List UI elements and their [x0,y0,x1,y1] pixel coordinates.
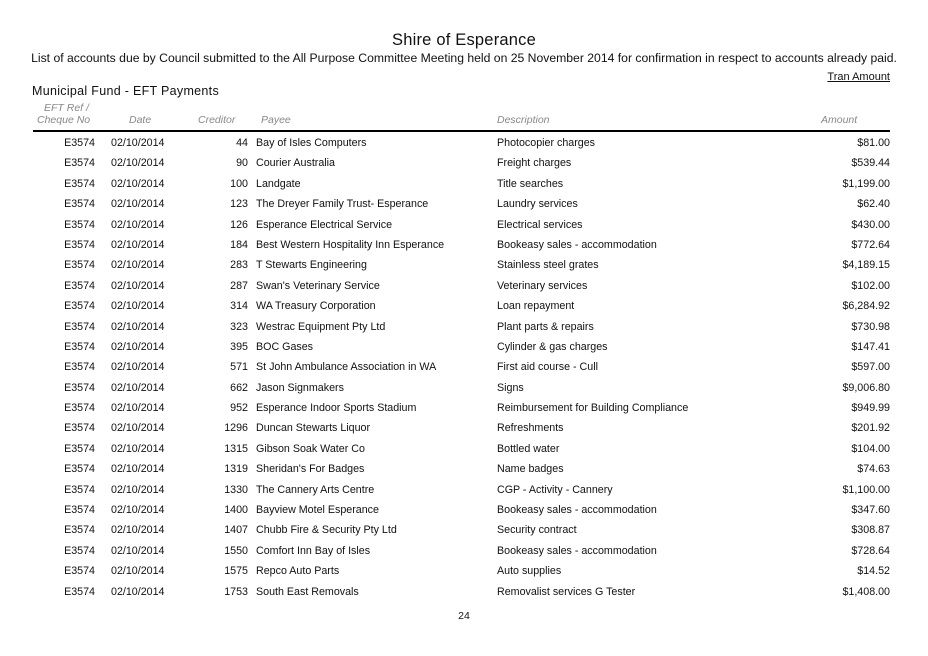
cell-payee: Chubb Fire & Security Pty Ltd [256,524,397,537]
cell-payee: WA Treasury Corporation [256,300,376,313]
cell-description: Stainless steel grates [497,259,599,272]
cell-payee: The Dreyer Family Trust- Esperance [256,198,429,211]
cell-creditor: 1319 [224,463,248,476]
table-row [0,581,928,601]
cell-creditor: 571 [230,361,248,374]
cell-eft-ref: E3574 [64,259,95,272]
header-eft-ref: EFT Ref / [44,102,89,114]
table-row [0,479,928,499]
cell-eft-ref: E3574 [64,157,95,170]
cell-creditor: 1753 [224,585,248,598]
table-row [0,193,928,213]
cell-description: Bottled water [497,442,560,455]
cell-payee: Landgate [256,177,301,190]
cell-creditor: 1296 [224,422,248,435]
page-number: 24 [458,610,470,622]
cell-description: Freight charges [497,157,572,170]
cell-amount: $14.52 [857,565,890,578]
table-row [0,397,928,417]
cell-amount: $347.60 [851,504,890,517]
document-subtitle: List of accounts due by Council submitted to the All Purpose Committee Meeting held on 25 November 2014 for confirmation in respect to accounts already paid. [31,51,897,65]
cell-date: 02/10/2014 [111,585,165,598]
header-date: Date [129,114,152,126]
cell-date: 02/10/2014 [111,198,165,211]
cell-payee: BOC Gases [256,340,314,353]
cell-eft-ref: E3574 [64,463,95,476]
cell-description: Title searches [497,177,564,190]
cell-description: Auto supplies [497,565,562,578]
cell-description: Bookeasy sales - accommodation [497,504,657,517]
table-row [0,458,928,478]
cell-eft-ref: E3574 [64,137,95,149]
cell-amount: $772.64 [851,238,890,251]
table-row [0,234,928,254]
cell-amount: $102.00 [851,279,890,292]
cell-date: 02/10/2014 [111,504,165,517]
cell-amount: $147.41 [851,340,890,353]
cell-creditor: 1550 [224,544,248,557]
cell-description: Laundry services [497,198,578,211]
cell-description: Bookeasy sales - accommodation [497,544,657,557]
cell-creditor: 952 [230,402,248,415]
cell-payee: Courier Australia [256,157,336,170]
cell-payee: Gibson Soak Water Co [256,442,365,455]
cell-date: 02/10/2014 [111,259,165,272]
table-row [0,519,928,539]
cell-date: 02/10/2014 [111,422,165,435]
cell-creditor: 1575 [224,565,248,578]
tran-amount-label: Tran Amount [827,71,890,83]
document-title: Shire of Esperance [392,31,536,49]
cell-date: 02/10/2014 [111,565,165,578]
cell-eft-ref: E3574 [64,565,95,578]
cell-payee: Esperance Indoor Sports Stadium [256,402,417,415]
table-row [0,254,928,274]
table-row [0,275,928,295]
cell-description: First aid course - Cull [497,361,598,374]
cell-creditor: 283 [230,259,248,272]
cell-date: 02/10/2014 [111,442,165,455]
cell-amount: $949.99 [851,402,890,415]
cell-eft-ref: E3574 [64,381,95,394]
cell-amount: $730.98 [851,320,890,333]
cell-description: Security contract [497,524,577,537]
cell-date: 02/10/2014 [111,361,165,374]
cell-amount: $1,199.00 [842,177,890,190]
cell-description: Removalist services G Tester [497,585,636,598]
cell-date: 02/10/2014 [111,381,165,394]
cell-amount: $4,189.15 [842,259,890,272]
table-row [0,540,928,560]
cell-eft-ref: E3574 [64,238,95,251]
cell-creditor: 184 [230,238,248,251]
table-row [0,438,928,458]
section-title: Municipal Fund - EFT Payments [32,84,220,98]
cell-payee: Sheridan's For Badges [256,463,365,476]
cell-creditor: 1315 [224,442,248,455]
cell-date: 02/10/2014 [111,238,165,251]
cell-amount: $62.40 [857,198,890,211]
cell-description: Photocopier charges [497,137,596,149]
cell-date: 02/10/2014 [111,320,165,333]
cell-amount: $539.44 [851,157,890,170]
table-row [0,132,928,152]
cell-description: Bookeasy sales - accommodation [497,238,657,251]
cell-eft-ref: E3574 [64,218,95,231]
cell-creditor: 90 [236,157,248,170]
cell-eft-ref: E3574 [64,340,95,353]
cell-creditor: 1400 [224,504,248,517]
cell-date: 02/10/2014 [111,177,165,190]
cell-date: 02/10/2014 [111,544,165,557]
cell-creditor: 100 [230,177,248,190]
cell-amount: $308.87 [851,524,890,537]
cell-date: 02/10/2014 [111,524,165,537]
cell-payee: Jason Signmakers [256,381,344,394]
cell-payee: Bayview Motel Esperance [256,504,379,517]
cell-amount: $430.00 [851,218,890,231]
cell-description: Cylinder & gas charges [497,340,608,353]
cell-payee: Repco Auto Parts [256,565,340,578]
cell-eft-ref: E3574 [64,483,95,496]
cell-description: CGP - Activity - Cannery [497,483,613,496]
cell-eft-ref: E3574 [64,544,95,557]
cell-date: 02/10/2014 [111,218,165,231]
table-row [0,316,928,336]
cell-payee: T Stewarts Engineering [256,259,367,272]
table-row [0,356,928,376]
cell-creditor: 287 [230,279,248,292]
table-row [0,377,928,397]
cell-description: Name badges [497,463,564,476]
cell-date: 02/10/2014 [111,137,165,149]
cell-creditor: 662 [230,381,248,394]
cell-eft-ref: E3574 [64,402,95,415]
table-row [0,336,928,356]
table-row [0,173,928,193]
cell-eft-ref: E3574 [64,198,95,211]
cell-payee: Bay of Isles Computers [256,137,367,149]
cell-date: 02/10/2014 [111,340,165,353]
cell-creditor: 123 [230,198,248,211]
cell-amount: $9,006.80 [842,381,890,394]
cell-eft-ref: E3574 [64,422,95,435]
cell-date: 02/10/2014 [111,300,165,313]
table-row [0,417,928,437]
table-row [0,152,928,172]
cell-description: Reimbursement for Building Compliance [497,402,689,415]
header-description: Description [497,114,550,126]
cell-date: 02/10/2014 [111,463,165,476]
header-amount: Amount [821,114,858,126]
cell-payee: Duncan Stewarts Liquor [256,422,371,435]
cell-eft-ref: E3574 [64,585,95,598]
cell-amount: $728.64 [851,544,890,557]
cell-description: Veterinary services [497,279,588,292]
cell-description: Loan repayment [497,300,575,313]
cell-creditor: 126 [230,218,248,231]
cell-description: Signs [497,381,524,394]
payments-table [0,132,928,601]
cell-eft-ref: E3574 [64,177,95,190]
cell-amount: $74.63 [857,463,890,476]
cell-amount: $6,284.92 [842,300,890,313]
cell-eft-ref: E3574 [64,300,95,313]
header-cheque-no: Cheque No [37,114,91,126]
cell-amount: $1,408.00 [842,585,890,598]
header-payee: Payee [261,114,291,126]
cell-payee: Comfort Inn Bay of Isles [256,544,371,557]
cell-payee: Best Western Hospitality Inn Esperance [256,238,445,251]
table-row [0,295,928,315]
cell-description: Refreshments [497,422,564,435]
cell-date: 02/10/2014 [111,279,165,292]
cell-creditor: 323 [230,320,248,333]
cell-description: Plant parts & repairs [497,320,594,333]
table-row [0,499,928,519]
cell-creditor: 314 [230,300,248,313]
cell-payee: Esperance Electrical Service [256,218,393,231]
cell-eft-ref: E3574 [64,504,95,517]
cell-eft-ref: E3574 [64,442,95,455]
cell-amount: $104.00 [851,442,890,455]
cell-amount: $81.00 [857,137,890,149]
cell-eft-ref: E3574 [64,524,95,537]
cell-payee: The Cannery Arts Centre [256,483,375,496]
cell-amount: $1,100.00 [842,483,890,496]
cell-creditor: 395 [230,340,248,353]
cell-eft-ref: E3574 [64,361,95,374]
cell-amount: $201.92 [851,422,890,435]
table-row [0,214,928,234]
cell-eft-ref: E3574 [64,279,95,292]
cell-description: Electrical services [497,218,583,231]
cell-payee: Swan's Veterinary Service [256,279,380,292]
cell-date: 02/10/2014 [111,157,165,170]
cell-creditor: 44 [236,137,248,149]
cell-payee: Westrac Equipment Pty Ltd [256,320,386,333]
cell-creditor: 1330 [224,483,248,496]
cell-creditor: 1407 [224,524,248,537]
cell-payee: St John Ambulance Association in WA [256,361,437,374]
cell-payee: South East Removals [256,585,359,598]
cell-eft-ref: E3574 [64,320,95,333]
cell-amount: $597.00 [851,361,890,374]
table-row [0,560,928,580]
cell-date: 02/10/2014 [111,483,165,496]
header-creditor: Creditor [198,114,236,126]
cell-date: 02/10/2014 [111,402,165,415]
